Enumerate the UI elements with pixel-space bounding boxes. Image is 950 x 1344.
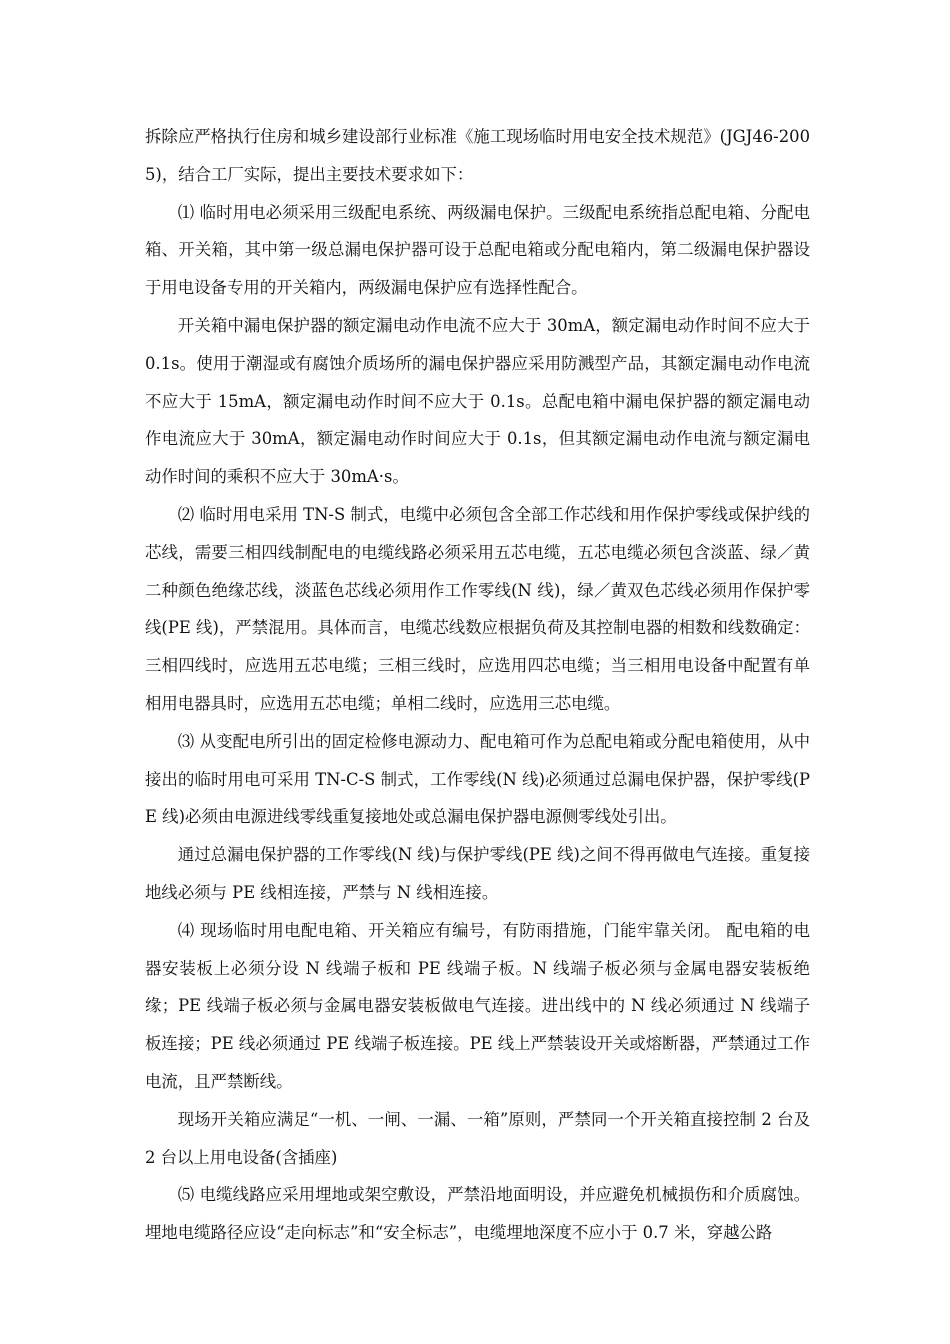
paragraph-switch-box-rule: 现场开关箱应满足“一机、一闸、一漏、一箱”原则，严禁同一个开关箱直接控制 2 台及 2 台以上用电设备(含插座) (145, 1109, 810, 1167)
paragraph-item-2: ⑵ 临时用电采用 TN-S 制式，电缆中必须包含全部工作芯线和用作保护零线或保护线的芯线，需要三相四线制配电的电缆线路必须采用五芯电缆，五芯电缆必须包含淡蓝、绿／黄二种颜色绝缘芯线，淡蓝色芯线必须用作工作零线(N 线)，绿／黄双色芯线必须用作保护零线(PE 线)，严禁混用。具体而言，电缆芯线数应根据负荷及其控制电器的相数和线数确定：三相四线时，应选用五芯电缆；三相三线时，应选用四芯电缆；当三相用电设备中配置有单相用电器具时，应选用五芯电缆；单相二线时，应选用三芯电缆。 (145, 504, 810, 713)
document-body (145, 118, 810, 1252)
paragraph-leakage-current: 开关箱中漏电保护器的额定漏电动作电流不应大于 30mA，额定漏电动作时间不应大于 0.1s。使用于潮湿或有腐蚀介质场所的漏电保护器应采用防溅型产品，其额定漏电动作电流不应大于 15mA，额定漏电动作时间不应大于 0.1s。总配电箱中漏电保护器的额定漏电动作电流应大于 30mA，额定漏电动作时间应大于 0.1s，但其额定漏电动作电流与额定漏电动作时间的乘积不应大于 30mA·s。 (145, 315, 810, 487)
paragraph-item-5: ⑸ 电缆线路应采用埋地或架空敷设，严禁沿地面明设，并应避免机械损伤和介质腐蚀。埋地电缆路径应设“走向标志”和“安全标志”，电缆埋地深度不应小于 0.7 米，穿越公路 (145, 1185, 810, 1243)
paragraph-intro-continuation: 拆除应严格执行住房和城乡建设部行业标准《施工现场临时用电安全技术规范》(JGJ46-2005)，结合工厂实际，提出主要技术要求如下： (145, 127, 810, 184)
paragraph-item-4: ⑷ 现场临时用电配电箱、开关箱应有编号，有防雨措施，门能牢靠关闭。 配电箱的电器安装板上必须分设 N 线端子板和 PE 线端子板。N 线端子板必须与金属电器安装板绝缘；PE 线端子板必须与金属电器安装板做电气连接。进出线中的 N 线必须通过 N 线端子板连接；PE 线必须通过 PE 线端子板连接。PE 线上严禁装设开关或熔断器，严禁通过工作电流，且严禁断线。 (145, 920, 810, 1091)
paragraph-neutral-protection: 通过总漏电保护器的工作零线(N 线)与保护零线(PE 线)之间不得再做电气连接。重复接地线必须与 PE 线相连接，严禁与 N 线相连接。 (145, 845, 810, 902)
paragraph-item-1: ⑴ 临时用电必须采用三级配电系统、两级漏电保护。三级配电系统指总配电箱、分配电箱、开关箱，其中第一级总漏电保护器可设于总配电箱或分配电箱内，第二级漏电保护器设于用电设备专用的开关箱内，两级漏电保护应有选择性配合。 (145, 202, 810, 298)
paragraph-item-3: ⑶ 从变配电所引出的固定检修电源动力、配电箱可作为总配电箱或分配电箱使用，从中接出的临时用电可采用 TN-C-S 制式，工作零线(N 线)必须通过总漏电保护器，保护零线(PE 线)必须由电源进线零线重复接地处或总漏电保护器电源侧零线处引出。 (145, 731, 810, 827)
